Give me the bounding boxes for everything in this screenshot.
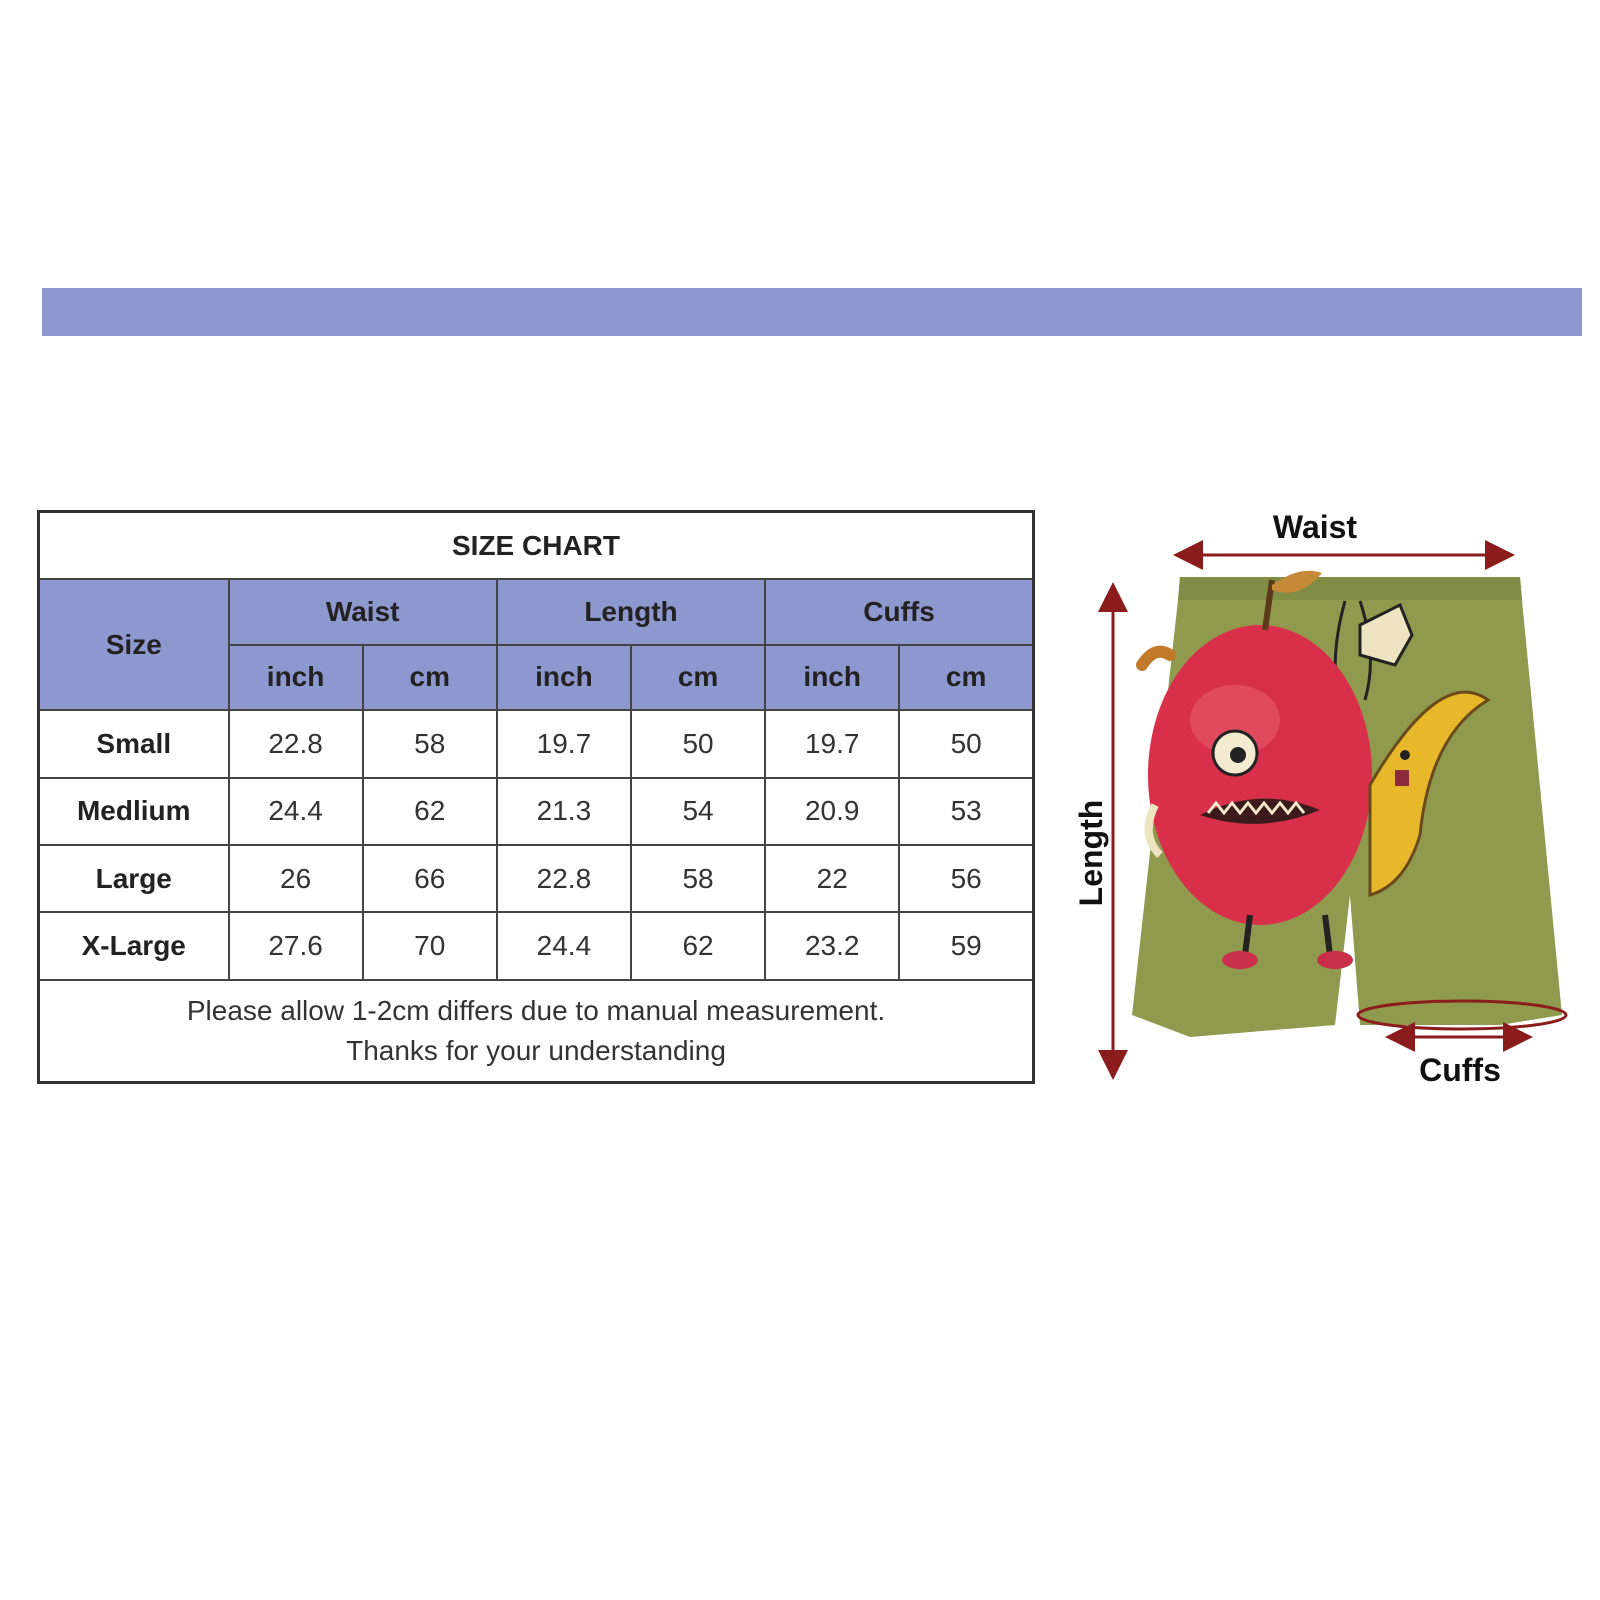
table-cell: 58 (363, 710, 497, 777)
measurement-note (39, 980, 1034, 1083)
table-cell: 22 (765, 845, 899, 912)
table-cell: 24.4 (497, 912, 631, 979)
table-cell: 27.6 (229, 912, 363, 979)
table-cell: 50 (899, 710, 1033, 777)
table-cell: 26 (229, 845, 363, 912)
shorts-measurement-diagram (1060, 505, 1600, 1105)
table-cell: 19.7 (765, 710, 899, 777)
table-cell: 19.7 (497, 710, 631, 777)
table-cell: 54 (631, 778, 765, 845)
table-cell: 22.8 (497, 845, 631, 912)
table-cell: 70 (363, 912, 497, 979)
length-label: Length (1073, 799, 1109, 907)
group-header-waist: Waist (229, 579, 497, 644)
table-cell: 62 (631, 912, 765, 979)
table-cell: 58 (631, 845, 765, 912)
unit-header: inch (765, 645, 899, 710)
size-label: X-Large (39, 912, 229, 979)
table-cell: 21.3 (497, 778, 631, 845)
table-row (39, 710, 1034, 777)
table-row (39, 845, 1034, 912)
table-cell: 24.4 (229, 778, 363, 845)
header-band (42, 288, 1582, 336)
note-line: Please allow 1-2cm differs due to manual measurement. (186, 994, 886, 1026)
size-column-header: Size (39, 579, 229, 710)
unit-header: cm (631, 645, 765, 710)
size-label: Medlium (39, 778, 229, 845)
table-cell: 53 (899, 778, 1033, 845)
table-cell: 59 (899, 912, 1033, 979)
unit-header: inch (229, 645, 363, 710)
unit-header: inch (497, 645, 631, 710)
unit-header: cm (363, 645, 497, 710)
unit-header: cm (899, 645, 1033, 710)
group-header-length: Length (497, 579, 765, 644)
size-label: Large (39, 845, 229, 912)
table-cell: 20.9 (765, 778, 899, 845)
note-line: Thanks for your understanding (346, 1034, 726, 1066)
size-label: Small (39, 710, 229, 777)
table-cell: 22.8 (229, 710, 363, 777)
table-cell: 66 (363, 845, 497, 912)
table-cell: 56 (899, 845, 1033, 912)
table-row (39, 778, 1034, 845)
waist-label: Waist (1272, 509, 1358, 545)
cuffs-label: Cuffs (1419, 1052, 1501, 1088)
size-chart-table (37, 510, 1035, 1084)
group-header-cuffs: Cuffs (765, 579, 1033, 644)
table-cell: 23.2 (765, 912, 899, 979)
shorts-illustration (1132, 571, 1562, 1037)
chart-title: SIZE CHART (39, 512, 1034, 580)
table-cell: 50 (631, 710, 765, 777)
table-cell: 62 (363, 778, 497, 845)
table-row (39, 912, 1034, 979)
